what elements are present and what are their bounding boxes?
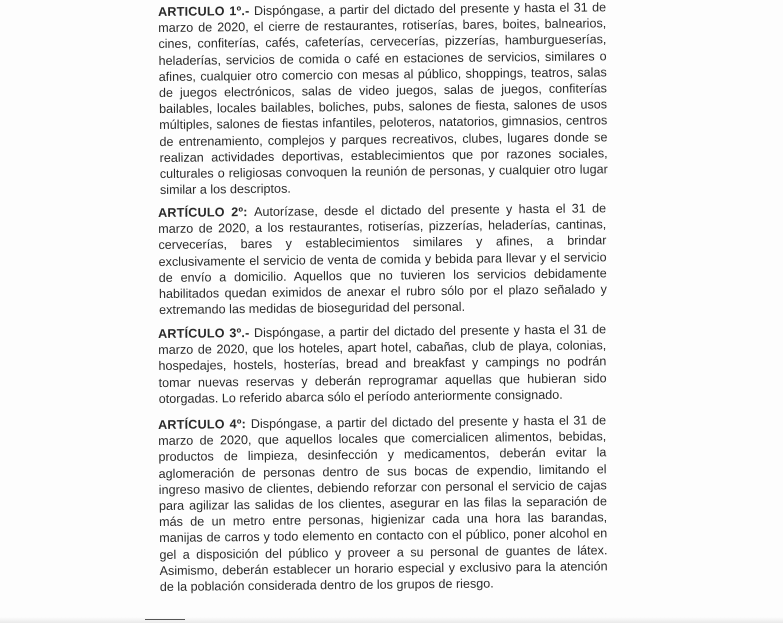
article-1 (158, 0, 608, 198)
article-2-text: Autorízase, desde el dictado del presente y hasta el 31 de marzo de 2020, a los restaurantes, rotiserías, pizzerías, heladerías, cantinas, cervecerías, bares y establecimientos similares y afines, a brindar exclusivamente el servicio de venta de comida y bebida para llevar y el servicio de envío a domicilio. Aquellos que no tuvieren los servicios debidamente habilitados quedan eximidos de anexar el rubro sólo por el plazo señalado y extremando las medidas de bioseguridad del personal. (158, 201, 607, 318)
article-4-text: Dispóngase, a partir del dictado del presente y hasta el 31 de marzo de 2020, que aquellos locales que comercialicen alimentos, bebidas, productos de limpieza, desinfección y medicamentos, deberán evitar la aglomeración de personas dentro de sus bocas de expendio, limitando el ingreso masivo de clientes, debiendo reforzar con personal el servicio de cajas para agilizar las salidas de los clientes, asegurar en las filas la separación de más de un metro entre personas, higienizar cada una hora las barandas, manijas de carros y todo elemento en contacto con el público, poner alcohol en gel a disposición del público y proveer a su personal de guantes de látex. Asimismo, deberán establecer un horario especial y exclusivo para la atención de la población considerada dentro de los grupos de riesgo. (158, 413, 608, 595)
article-1-heading: ARTICULO 1º.- (158, 3, 255, 19)
article-3-text: Dispóngase, a partir del dictado del presente y hasta el 31 de marzo de 2020, que los hoteles, apart hotel, cabañas, club de playa, colonias, hospedajes, hostels, hosterías, bread and breakfast y campings no podrán tomar nuevas reservas y deberán reprogramar aquellas que hubieran sido otorgadas. Lo referido abarca sólo el período anteriormente consignado. (158, 322, 607, 406)
article-4-heading: ARTÍCULO 4º: (158, 417, 251, 432)
scan-mark (145, 619, 185, 620)
article-1-text: Dispóngase, a partir del dictado del presente y hasta el 31 de marzo de 2020, el cierre de restaurantes, rotiserías, bares, boites, balnearios, cines, confiterías, cafés, cafeterías, cervecerías, pizzerías, hamburgueserías, heladerías, servicios de comida o café en estaciones de servicios, similares o afines, cualquier otro comercio con mesas al público, shoppings, teatros, salas de juegos electrónicos, salas de video juegos, salas de juegos, confiterías bailables, locales bailables, boliches, pubs, salones de fiesta, salones de usos múltiples, salones de fiestas infantiles, peloteros, natatorios, gimnasios, centros de entrenamiento, complejos y parques recreativos, clubes, lugares donde se realizan actividades deportivas, establecimientos que por razones sociales, culturales o religiosas convoquen la reunión de personas, y cualquier otro lugar similar a los descriptos. (158, 0, 608, 198)
article-3 (158, 321, 607, 407)
scan-bottom-edge (0, 617, 783, 623)
article-2 (158, 200, 607, 318)
article-3-heading: ARTÍCULO 3º.- (158, 325, 255, 341)
article-2-heading: ARTÍCULO 2º: (158, 204, 255, 220)
article-4 (158, 412, 608, 595)
